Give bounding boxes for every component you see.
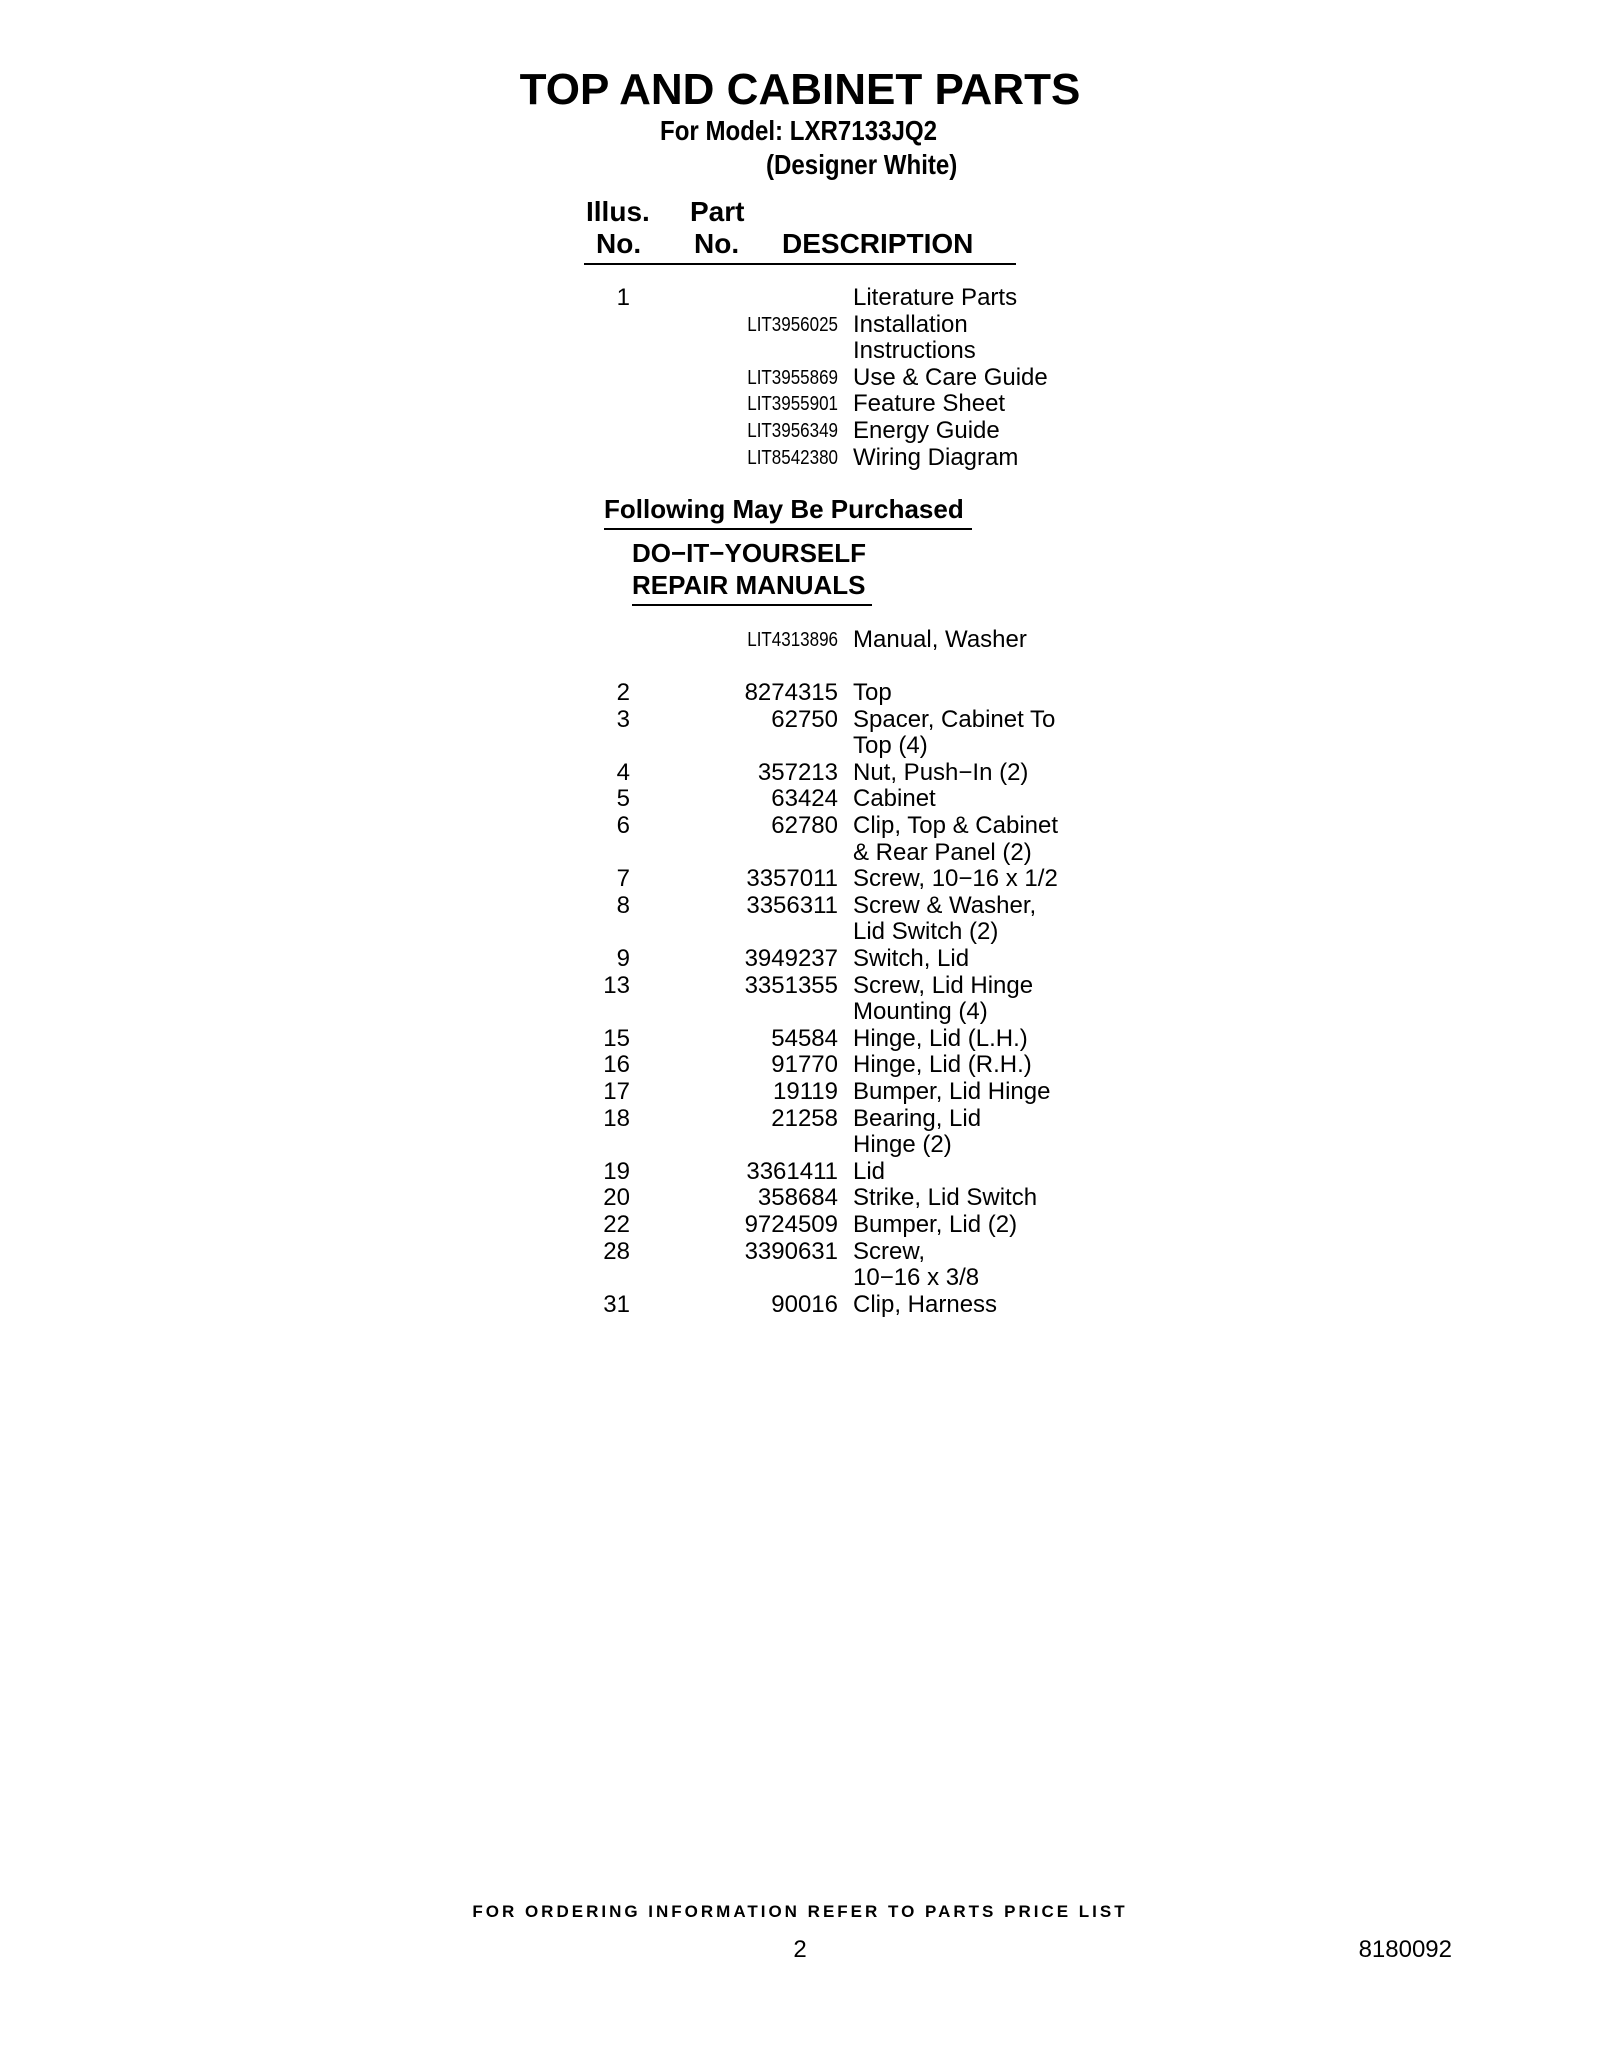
header-illus-2: No. — [596, 228, 642, 259]
part-description: Hinge, Lid (R.H.) — [853, 1051, 1032, 1079]
illus-number: 8 — [616, 891, 630, 919]
part-number: LIT3956349 — [747, 420, 838, 442]
diy-heading-rule — [632, 604, 872, 606]
part-description: Screw, 10−16 x 1/2 — [853, 865, 1058, 893]
part-description: Bearing, Lid — [853, 1104, 982, 1132]
part-description: Screw & Washer, — [853, 891, 1037, 919]
table-row — [560, 733, 1120, 759]
part-number: LIT3956025 — [747, 313, 838, 336]
table-row — [560, 866, 1120, 892]
part-number: 9724509 — [744, 1211, 838, 1238]
illus-number: 9 — [616, 945, 630, 972]
table-row — [560, 707, 1120, 733]
color-line: (Designer White) — [766, 149, 958, 180]
diy-heading-line-1: DO−IT−YOURSELF — [632, 538, 867, 568]
table-row — [560, 1052, 1120, 1078]
illus-number: 16 — [603, 1051, 630, 1079]
table-row — [560, 919, 1120, 945]
header-part-2: No. — [694, 228, 740, 259]
table-row — [560, 786, 1120, 812]
table-row — [560, 445, 1120, 471]
table-row — [560, 680, 1120, 706]
header-rule — [584, 263, 1016, 265]
part-number: LIT3955869 — [747, 366, 838, 389]
table-row — [560, 285, 1120, 311]
illus-number: 19 — [603, 1157, 630, 1185]
part-description: Strike, Lid Switch — [853, 1184, 1038, 1212]
part-number: 3357011 — [746, 865, 838, 893]
table-row — [560, 1159, 1120, 1185]
part-number: 54584 — [771, 1024, 838, 1052]
table-row — [560, 1079, 1120, 1105]
part-description: Screw, — [853, 1237, 926, 1265]
part-description: Literature Parts — [853, 284, 1018, 311]
part-description: Instructions — [853, 337, 976, 365]
table-row — [560, 946, 1120, 972]
page-title: TOP AND CABINET PARTS — [519, 65, 1081, 114]
part-number: 3949237 — [744, 945, 838, 972]
part-description: Lid Switch (2) — [853, 918, 999, 946]
part-number: 62780 — [771, 812, 838, 839]
part-description: Installation — [853, 310, 968, 338]
table-row — [560, 1265, 1120, 1291]
part-description: Bumper, Lid Hinge — [853, 1078, 1051, 1105]
part-description: Manual, Washer — [853, 626, 1027, 653]
part-number: 357213 — [757, 758, 838, 786]
illus-number: 17 — [603, 1078, 630, 1105]
header-description: DESCRIPTION — [782, 228, 974, 259]
ordering-footer: FOR ORDERING INFORMATION REFER TO PARTS PRICE LIST — [472, 1902, 1128, 1921]
illus-number: 1 — [616, 284, 630, 311]
part-description: Nut, Push−In (2) — [853, 758, 1029, 786]
part-number: 21258 — [771, 1104, 838, 1132]
part-number: LIT4313896 — [747, 629, 838, 651]
part-number: LIT3955901 — [747, 393, 838, 416]
illus-number: 18 — [603, 1104, 630, 1132]
illus-number: 6 — [616, 812, 630, 839]
table-row — [560, 999, 1120, 1025]
illus-number: 4 — [616, 758, 630, 786]
header-part-1: Part — [690, 196, 745, 227]
table-row — [560, 893, 1120, 919]
part-number: 3356311 — [746, 891, 838, 919]
part-number: 3361411 — [746, 1157, 838, 1185]
part-number: 19119 — [773, 1078, 838, 1105]
table-row — [560, 338, 1120, 364]
part-description: Wiring Diagram — [853, 443, 1019, 471]
part-description: Use & Care Guide — [853, 363, 1048, 391]
part-number: 91770 — [771, 1051, 838, 1079]
purchase-heading-rule — [604, 528, 972, 530]
table-row — [560, 760, 1120, 786]
part-number: 90016 — [771, 1290, 838, 1318]
part-number: 3351355 — [744, 971, 838, 999]
part-description: Hinge, Lid (L.H.) — [853, 1024, 1028, 1052]
table-row — [560, 1132, 1120, 1158]
part-description: Hinge (2) — [853, 1131, 952, 1159]
part-number: 63424 — [771, 785, 838, 813]
diy-heading-line-2: REPAIR MANUALS — [632, 570, 866, 600]
illus-number: 28 — [603, 1237, 630, 1265]
illus-number: 3 — [616, 705, 630, 733]
part-description: 10−16 x 3/8 — [853, 1264, 980, 1292]
document-number: 8180092 — [1358, 1936, 1452, 1963]
part-description: Feature Sheet — [853, 390, 1006, 418]
purchase-heading: Following May Be Purchased — [604, 494, 964, 524]
header-illus-1: Illus. — [586, 196, 650, 227]
table-row — [560, 1185, 1120, 1211]
illus-number: 7 — [616, 865, 630, 893]
page-number: 2 — [793, 1936, 807, 1963]
part-description: Clip, Top & Cabinet — [853, 812, 1059, 839]
illus-number: 15 — [603, 1024, 630, 1052]
illus-number: 20 — [603, 1184, 630, 1212]
illus-number: 2 — [616, 679, 630, 706]
illus-number: 31 — [603, 1290, 630, 1318]
table-row — [560, 312, 1120, 338]
part-number: LIT8542380 — [747, 446, 838, 469]
table-row — [560, 1292, 1120, 1318]
part-number: 62750 — [771, 705, 838, 733]
table-row — [560, 1239, 1120, 1265]
part-number: 8274315 — [744, 679, 838, 706]
table-row — [560, 813, 1120, 839]
illus-number: 5 — [616, 785, 630, 813]
table-row — [560, 1212, 1120, 1238]
illus-number: 22 — [603, 1211, 630, 1238]
part-description: Top — [853, 679, 892, 706]
part-description: Screw, Lid Hinge — [853, 971, 1034, 999]
part-description: & Rear Panel (2) — [853, 838, 1032, 866]
table-row — [560, 391, 1120, 417]
part-description: Spacer, Cabinet To — [853, 705, 1056, 733]
table-row — [560, 973, 1120, 999]
illus-number: 13 — [603, 971, 630, 999]
part-description: Mounting (4) — [853, 998, 988, 1026]
model-line: For Model: LXR7133JQ2 — [660, 115, 938, 146]
part-description: Bumper, Lid (2) — [853, 1211, 1018, 1238]
table-row — [560, 418, 1120, 444]
part-description: Switch, Lid — [853, 945, 970, 972]
part-number: 358684 — [757, 1184, 838, 1212]
table-row — [560, 1106, 1120, 1132]
part-number: 3390631 — [744, 1237, 838, 1265]
part-description: Cabinet — [853, 785, 936, 813]
part-description: Top (4) — [853, 732, 928, 760]
part-description: Lid — [853, 1157, 886, 1185]
part-description: Energy Guide — [853, 417, 1000, 444]
table-row — [560, 365, 1120, 391]
table-row — [560, 627, 1120, 653]
part-description: Clip, Harness — [853, 1290, 998, 1318]
table-row — [560, 1026, 1120, 1052]
table-row — [560, 840, 1120, 866]
